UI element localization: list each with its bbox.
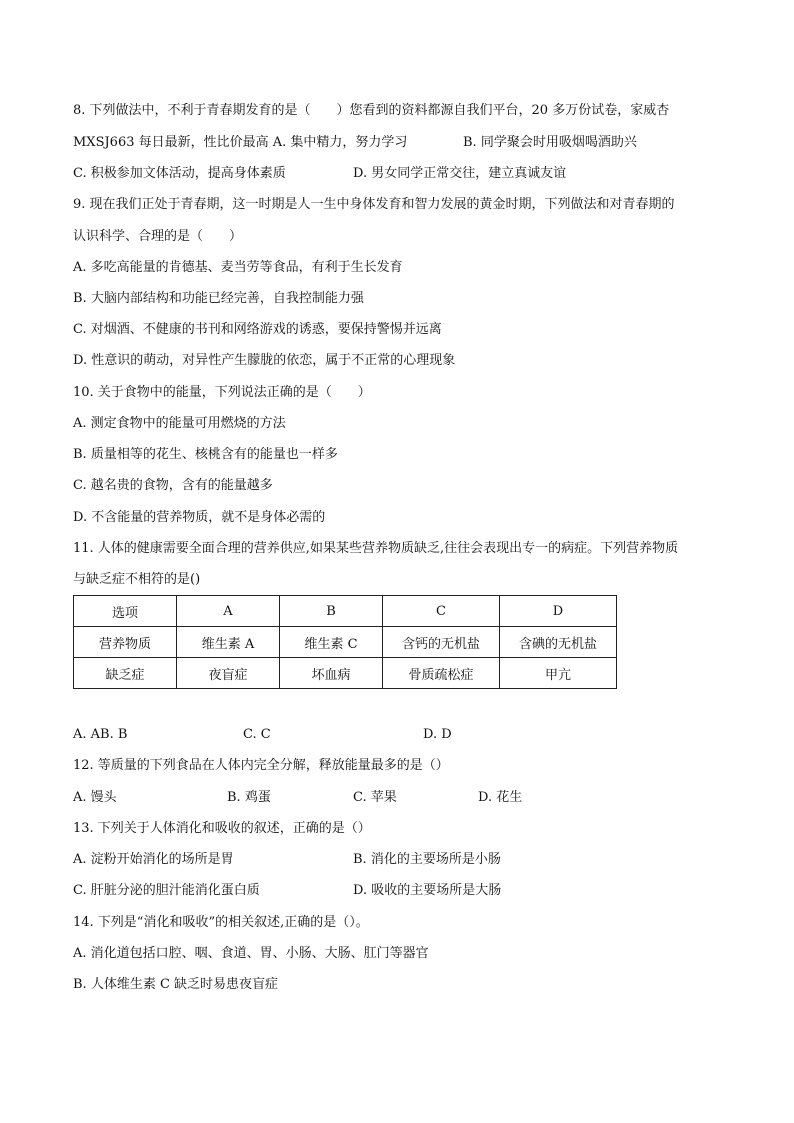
- table-cell: C: [383, 596, 500, 627]
- table-cell: 甲亢: [500, 658, 617, 689]
- q11-stem: 11. 人体的健康需要全面合理的营养供应,如果某些营养物质缺乏,往往会表现出专一的病症。下列营养物质: [73, 541, 679, 556]
- q9-option-d: D. 性意识的萌动，对异性产生朦胧的依恋，属于不正常的心理现象: [73, 353, 456, 368]
- table-cell: 选项: [74, 596, 177, 627]
- q12-option-d: D. 花生: [478, 790, 523, 805]
- q11-option-d: D. D: [423, 727, 452, 742]
- table-cell: A: [177, 596, 280, 627]
- q10-option-c: C. 越名贵的食物，含有的能量越多: [73, 478, 273, 493]
- table-row: [74, 658, 617, 689]
- q12-option-a: A. 馒头: [73, 790, 117, 805]
- table-cell: 含钙的无机盐: [383, 627, 500, 658]
- q12-option-b: B. 鸡蛋: [227, 790, 271, 805]
- table-row: [74, 627, 617, 658]
- table-cell: 维生素 C: [280, 627, 383, 658]
- q8-stem-line2: MXSJ663 每日最新，性比价最高 A. 集中精力，努力学习: [73, 135, 408, 150]
- q10-option-d: D. 不含能量的营养物质，就不是身体必需的: [73, 510, 326, 525]
- table-cell: B: [280, 596, 383, 627]
- table-cell: 含碘的无机盐: [500, 627, 617, 658]
- q12-option-c: C. 苹果: [353, 790, 397, 805]
- q9-stem-line2: 认识科学、合理的是（ ）: [73, 229, 243, 244]
- q12-stem: 12. 等质量的下列食品在人体内完全分解，释放能量最多的是（）: [73, 758, 449, 773]
- q13-option-c: C. 肝脏分泌的胆汁能消化蛋白质: [73, 883, 260, 898]
- table-cell: 维生素 A: [177, 627, 280, 658]
- q14-option-b: B. 人体维生素 C 缺乏时易患夜盲症: [73, 977, 279, 992]
- q10-option-a: A. 测定食物中的能量可用燃烧的方法: [73, 416, 286, 431]
- table-cell: D: [500, 596, 617, 627]
- q9-option-a: A. 多吃高能量的肯德基、麦当劳等食品，有利于生长发育: [73, 260, 403, 275]
- q13-stem: 13. 下列关于人体消化和吸收的叙述，正确的是（）: [73, 821, 371, 836]
- table-row: [74, 596, 617, 627]
- table-cell: 缺乏症: [74, 658, 177, 689]
- q8-stem: 8. 下列做法中，不利于青春期发育的是（ ）您看到的资料都源自我们平台，20 多万份试卷，家威杏: [73, 103, 670, 118]
- table-cell: 营养物质: [74, 627, 177, 658]
- nutrition-table: [73, 595, 617, 689]
- q14-stem: 14. 下列是“消化和吸收”的相关叙述,正确的是（）。: [73, 915, 369, 930]
- table-cell: 骨质疏松症: [383, 658, 500, 689]
- table-cell: 坏血病: [280, 658, 383, 689]
- q8-option-b: B. 同学聚会时用吸烟喝酒助兴: [463, 135, 637, 150]
- q11-stem-line2: 与缺乏症不相符的是(): [73, 572, 201, 587]
- q13-option-b: B. 消化的主要场所是小肠: [353, 852, 501, 867]
- q10-option-b: B. 质量相等的花生、核桃含有的能量也一样多: [73, 447, 338, 462]
- q9-option-c: C. 对烟酒、不健康的书刊和网络游戏的诱惑，要保持警惕并远离: [73, 322, 442, 337]
- q14-option-a: A. 消化道包括口腔、咽、食道、胃、小肠、大肠、肛门等器官: [73, 946, 429, 961]
- q8-option-d: D. 男女同学正常交往，建立真诚友谊: [353, 166, 567, 181]
- q9-option-b: B. 大脑内部结构和功能已经完善，自我控制能力强: [73, 291, 364, 306]
- q13-option-d: D. 吸收的主要场所是大肠: [353, 883, 502, 898]
- q13-option-a: A. 淀粉开始消化的场所是胃: [73, 852, 234, 867]
- q8-option-c: C. 积极参加文体活动，提高身体素质: [73, 166, 286, 181]
- q11-option-c: C. C: [243, 727, 271, 742]
- q9-stem: 9. 现在我们正处于青春期，这一时期是人一生中身体发育和智力发展的黄金时期，下列做法和对青春期的: [73, 197, 675, 212]
- q11-option-ab: A. AB. B: [73, 727, 128, 742]
- table-cell: 夜盲症: [177, 658, 280, 689]
- q10-stem: 10. 关于食物中的能量，下列说法正确的是（ ）: [73, 385, 371, 400]
